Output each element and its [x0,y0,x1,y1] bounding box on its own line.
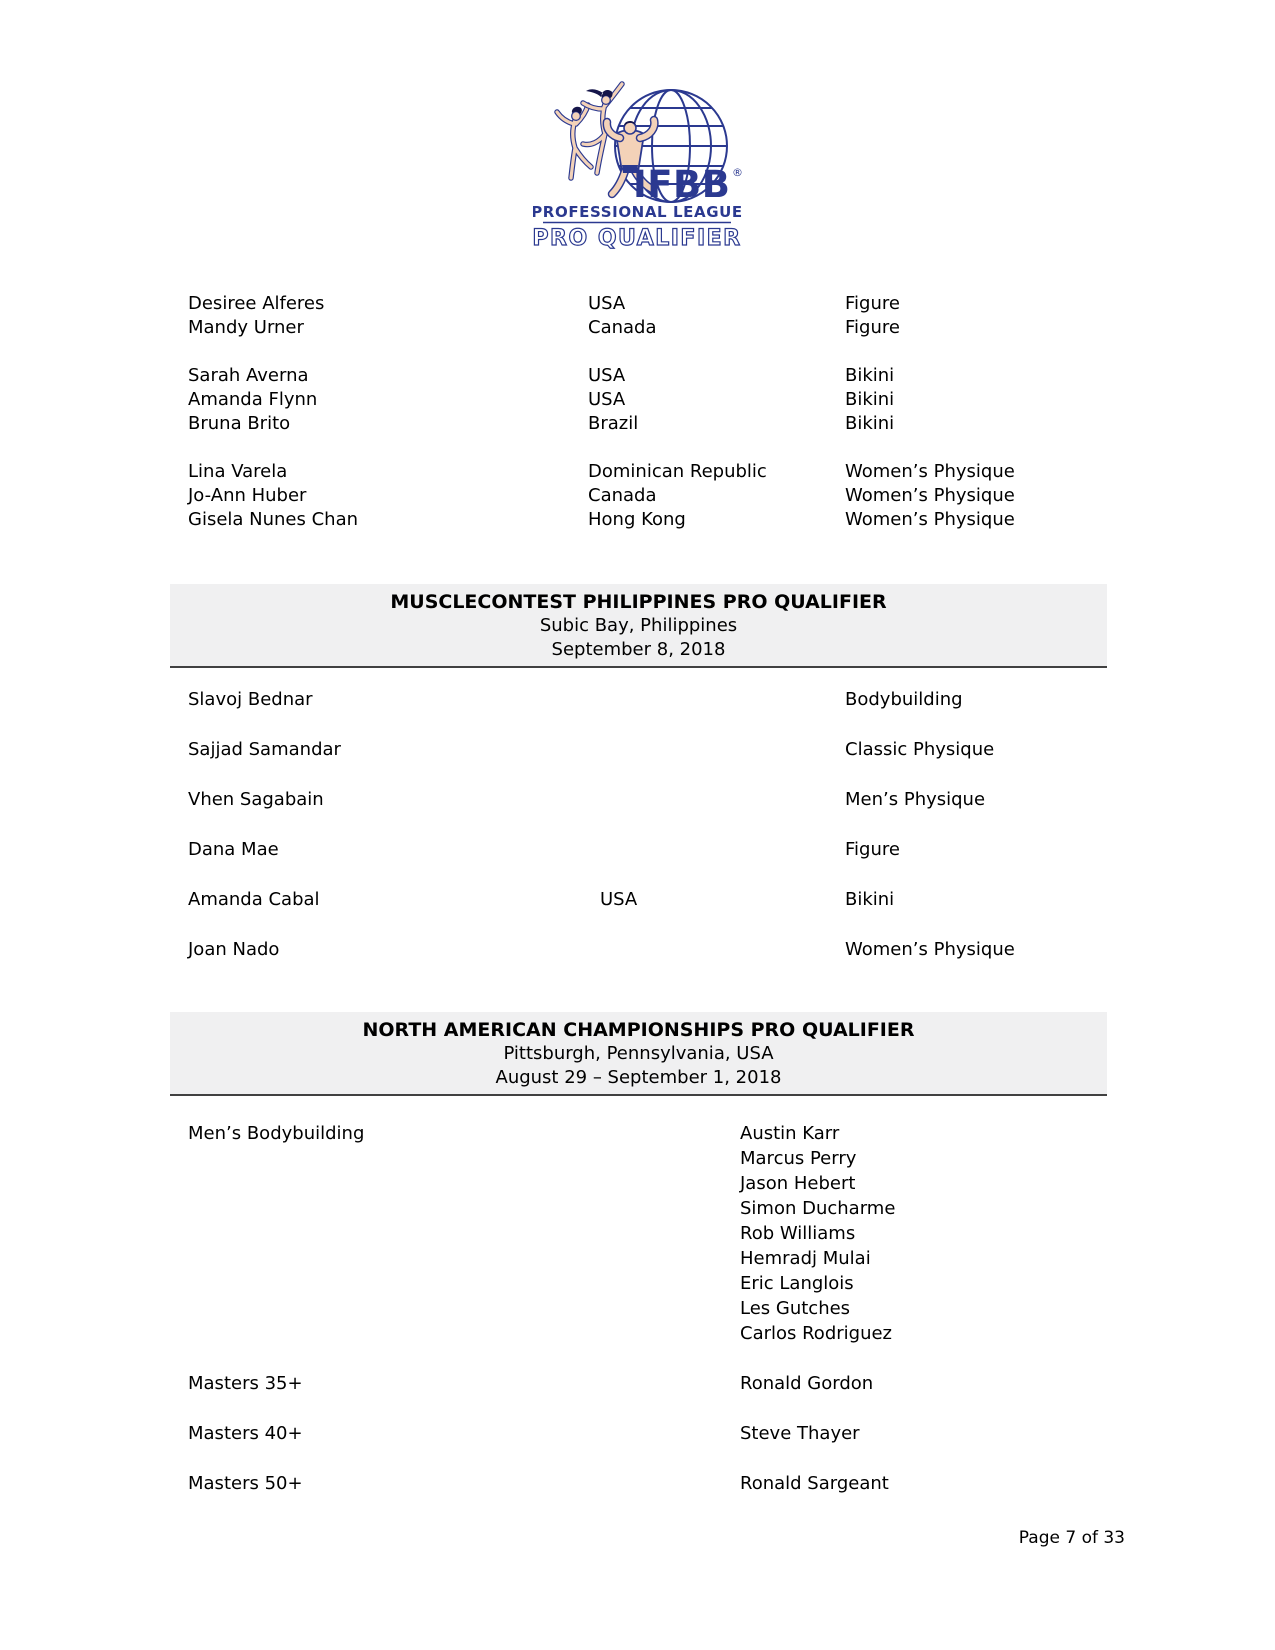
athlete-division: Figure [845,317,900,338]
category-athletes [740,1471,1128,1496]
category-athletes [740,1421,1128,1446]
athlete-name: Bruna Brito [188,413,291,434]
athlete-country: Brazil [588,413,639,434]
category-athletes [740,1371,1128,1396]
north-american-results-table [188,1121,1128,1521]
athlete-name: Joan Nado [188,939,280,960]
athlete-name: Jo-Ann Huber [188,485,307,506]
registered-mark: ® [732,166,743,179]
section-title: MUSCLECONTEST PHILIPPINES PRO QUALIFIER [390,591,887,613]
athlete-name: Rob Williams [740,1223,856,1244]
athlete-name: Hemradj Mulai [740,1248,871,1269]
section-location: Subic Bay, Philippines [539,615,738,636]
philippines-results-table [188,688,1128,988]
pro-qualifier-wordmark: PRO QUALIFIER [533,226,742,251]
athlete-name: Steve Thayer [740,1423,860,1444]
athlete-name: Jason Hebert [740,1173,856,1194]
athlete-country: USA [588,365,626,386]
athlete-name: Desiree Alferes [188,293,325,314]
ifbb-logo-graphic [533,76,743,262]
table-row [188,292,1128,316]
category-athletes [740,1121,1128,1346]
athlete-division: Bikini [845,413,895,434]
section-header-philippines [170,584,1107,668]
category-group [188,1421,1128,1446]
table-row [188,938,1128,962]
athlete-name: Lina Varela [188,461,288,482]
athlete-division: Women’s Physique [845,939,1015,960]
table-row [188,688,1128,712]
category-label: Men’s Bodybuilding [188,1123,365,1144]
athlete-name: Austin Karr [740,1123,840,1144]
section-location: Pittsburgh, Pennsylvania, USA [503,1043,774,1064]
athlete-division: Bodybuilding [845,689,963,710]
athlete-country: Canada [588,317,657,338]
athlete-division: Women’s Physique [845,485,1015,506]
female-figure-icon [557,105,591,178]
category-group [188,1371,1128,1396]
athlete-name: Ronald Gordon [740,1373,874,1394]
table-row [188,484,1128,508]
category-label: Masters 50+ [188,1473,303,1494]
ifbb-wordmark: IFBB [633,163,731,206]
section-header-north-american [170,1012,1107,1096]
ifbb-pro-qualifier-logo [533,76,743,262]
table-row [188,888,1128,912]
section-date: August 29 – September 1, 2018 [495,1067,782,1088]
section-title: NORTH AMERICAN CHAMPIONSHIPS PRO QUALIFIER [362,1019,915,1041]
athlete-division: Bikini [845,889,895,910]
athlete-name: Les Gutches [740,1298,851,1319]
athlete-division: Figure [845,293,900,314]
athlete-division: Classic Physique [845,739,995,760]
athlete-name: Dana Mae [188,839,279,860]
athlete-name: Vhen Sagabain [188,789,324,810]
category-label: Masters 40+ [188,1423,303,1444]
athlete-name: Sajjad Samandar [188,739,341,760]
table-row [188,316,1128,340]
athlete-country: USA [588,389,626,410]
athlete-name: Gisela Nunes Chan [188,509,359,530]
athlete-division: Men’s Physique [845,789,986,810]
athlete-division: Bikini [845,389,895,410]
athlete-country: Hong Kong [588,509,686,530]
athlete-country: USA [588,293,626,314]
page-number: Page 7 of 33 [1018,1528,1125,1548]
athlete-name: Mandy Urner [188,317,304,338]
athlete-name: Carlos Rodriguez [740,1323,893,1344]
athlete-division: Bikini [845,365,895,386]
row-spacer [188,436,1128,460]
athlete-division: Women’s Physique [845,461,1015,482]
table-row [188,838,1128,862]
athlete-name: Sarah Averna [188,365,309,386]
athlete-name: Slavoj Bednar [188,689,313,710]
row-spacer [188,340,1128,364]
table-row [188,788,1128,812]
athlete-name: Amanda Flynn [188,389,318,410]
category-group [188,1471,1128,1496]
athlete-division: Figure [845,839,900,860]
qualified-athletes-table [188,292,1128,532]
athlete-country: USA [600,889,638,910]
athlete-country: Dominican Republic [588,461,767,482]
athlete-name: Simon Ducharme [740,1198,896,1219]
professional-league-wordmark: PROFESSIONAL LEAGUE [533,203,743,221]
table-row [188,738,1128,762]
category-group [188,1121,1128,1346]
table-row [188,388,1128,412]
table-row [188,412,1128,436]
athlete-name: Ronald Sargeant [740,1473,889,1494]
athlete-name: Eric Langlois [740,1273,854,1294]
table-row [188,460,1128,484]
section-date: September 8, 2018 [551,639,726,660]
athlete-name: Amanda Cabal [188,889,320,910]
category-label: Masters 35+ [188,1373,303,1394]
table-row [188,364,1128,388]
athlete-country: Canada [588,485,657,506]
table-row [188,508,1128,532]
athlete-name: Marcus Perry [740,1148,857,1169]
athlete-division: Women’s Physique [845,509,1015,530]
